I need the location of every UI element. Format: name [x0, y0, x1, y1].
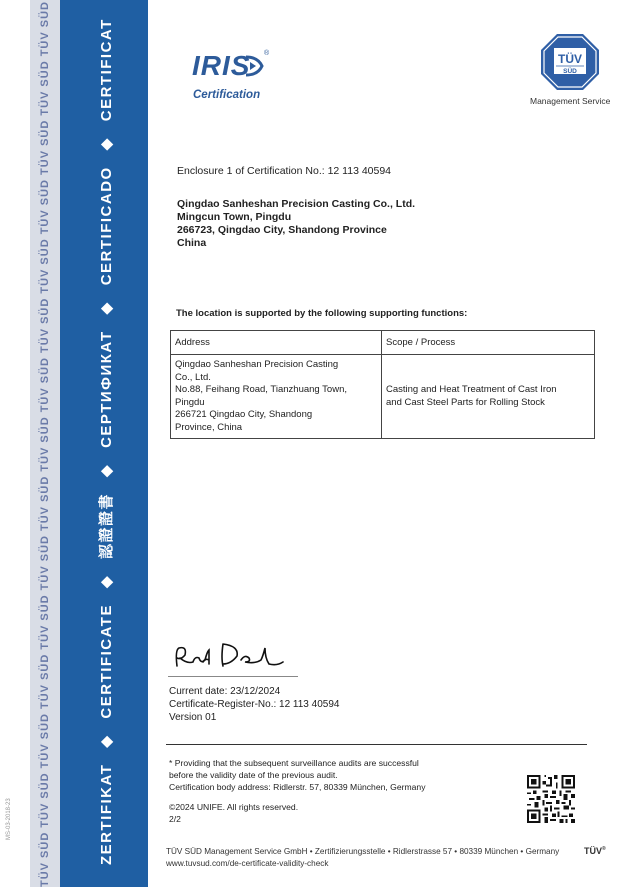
supporting-functions-table: [170, 330, 595, 439]
site-address-line: Province, China: [175, 421, 243, 433]
page-number: 2/2: [169, 814, 181, 824]
scope-line: and Cast Steel Parts for Rolling Stock: [386, 396, 545, 408]
footer-tuv-word: TÜV: [584, 846, 602, 856]
tuv-logo-word: TÜV: [558, 52, 582, 66]
site-address-line: No.88, Feihang Road, Tianzhuang Town,: [175, 384, 347, 395]
version: Version 01: [169, 712, 217, 723]
diamond-icon: ◆: [98, 574, 115, 589]
holder-name: Qingdao Sanheshan Precision Casting Co., Ltd.: [177, 198, 416, 210]
footer-company-line: TÜV SÜD Management Service GmbH • Zertifizierungsstelle • Ridlerstrasse 57 • 80339 München • Germany: [166, 847, 560, 856]
tuv-sud-logo: [540, 33, 600, 91]
site-address-line: Pingdu: [175, 396, 205, 408]
enclosure-title: Enclosure 1 of Certification No.: 12 113 40594: [177, 165, 392, 177]
table-header-row: [171, 331, 595, 355]
tuv-logo-sub: SÜD: [563, 68, 577, 75]
site-address-cell: [171, 355, 382, 439]
security-strip: [30, 0, 60, 887]
form-code: MS-03-2018-23: [6, 798, 12, 840]
scope-line: Casting and Heat Treatment of Cast Iron: [386, 384, 557, 395]
band-label: CERTIFICADO: [98, 166, 115, 286]
certification-body-address: Certification body address: Ridlerstr. 57, 80339 München, Germany: [169, 782, 426, 792]
address-column-header: Address: [171, 331, 382, 355]
footer-tuv-registered: ®: [602, 846, 606, 852]
certificate-band: [60, 0, 148, 887]
iris-registered-mark: ®: [264, 50, 270, 57]
validity-block: [169, 685, 339, 724]
iris-arrow-icon: [244, 53, 266, 79]
diamond-icon: ◆: [98, 301, 115, 315]
iris-logo-word: IRIS: [192, 50, 251, 81]
holder-street: Mingcun Town, Pingdu: [177, 211, 292, 223]
signature: [165, 628, 305, 678]
current-date: Current date: 23/12/2024: [169, 686, 281, 697]
register-number: Certificate-Register-No.: 12 113 40594: [169, 699, 340, 710]
footer: [166, 846, 559, 870]
tuv-caption: Management Service: [530, 96, 611, 106]
diamond-icon: ◆: [98, 734, 115, 748]
scope-column-header: Scope / Process: [382, 331, 595, 355]
site-address-line: 266721 Qingdao City, Shandong: [175, 409, 313, 420]
band-labels: [95, 0, 116, 865]
holder-country: China: [177, 237, 207, 249]
footnote: [169, 757, 509, 825]
copyright: ©2024 UNIFE. All rights reserved.: [169, 802, 299, 812]
holder-city: 266723, Qingdao City, Shandong Province: [177, 224, 387, 236]
band-label: CERTIFICAT: [98, 18, 115, 122]
band-label: СЕРТИФИКАТ: [98, 330, 115, 448]
site-address-line: Qingdao Sanheshan Precision Casting: [175, 359, 339, 370]
footer-tuv-mark: [584, 846, 606, 856]
diamond-icon: ◆: [98, 463, 115, 477]
footnote-divider: [166, 744, 587, 745]
site-address-line: Co., Ltd.: [175, 371, 211, 383]
table-row: [171, 355, 595, 439]
supporting-heading: The location is supported by the following supporting functions:: [176, 308, 468, 319]
scope-cell: [382, 355, 595, 439]
signature-line: [168, 676, 298, 677]
holder-address: [177, 198, 415, 250]
diamond-icon: ◆: [98, 137, 115, 151]
iris-logo-subtitle: Certification: [193, 89, 261, 101]
footnote-line: * Providing that the subsequent surveillance audits are successful: [169, 758, 419, 768]
band-label: 認證證書: [98, 492, 115, 559]
band-label: ZERTIFIKAT: [98, 763, 115, 865]
footer-validity-link[interactable]: www.tuvsud.com/de-certificate-validity-check: [166, 859, 329, 868]
security-strip-text: TÜV SÜD TÜV SÜD TÜV SÜD TÜV SÜD TÜV SÜD TÜV SÜD TÜV SÜD TÜV SÜD TÜV SÜD TÜV SÜD TÜV SÜD TÜV SÜD TÜV SÜD TÜV SÜD TÜV SÜD: [39, 1, 51, 887]
iris-logo: [192, 50, 282, 106]
footnote-line: before the validity date of the previous audit.: [169, 770, 338, 780]
band-label: CERTIFICATE: [98, 604, 115, 719]
qr-code[interactable]: [527, 775, 575, 823]
